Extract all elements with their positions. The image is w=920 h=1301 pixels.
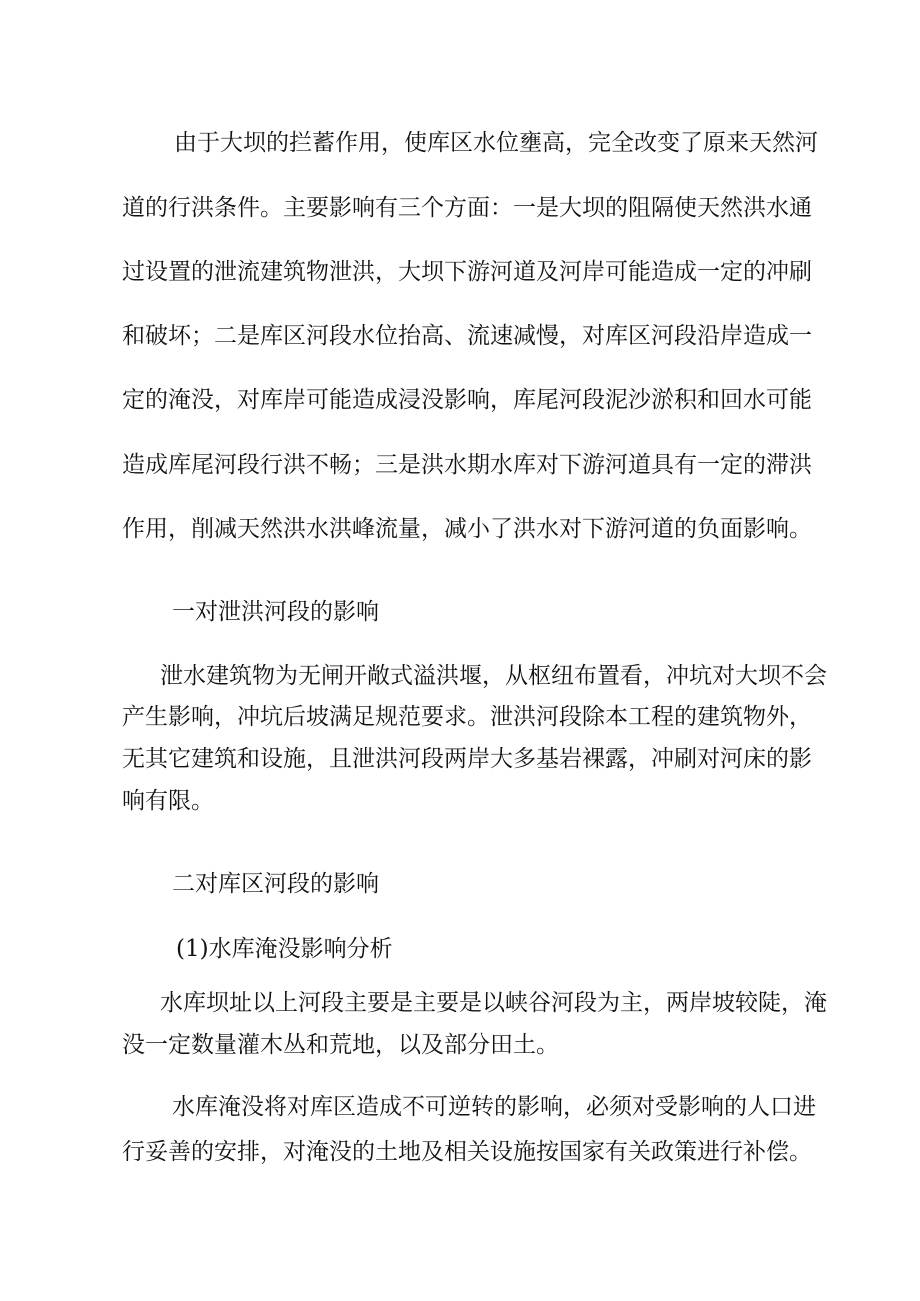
text-line: 和破坏；二是库区河段水位抬高、流速减慢，对库区河段沿岸造成一 (122, 323, 812, 349)
text-line: 造成库尾河段行洪不畅；三是洪水期水库对下游河道具有一定的滞洪 (122, 452, 812, 478)
text-line: 产生影响，冲坑后坡满足规范要求。泄洪河段除本工程的建筑物外， (122, 704, 812, 730)
text-line: 过设置的泄流建筑物泄洪，大坝下游河道及河岸可能造成一定的冲刷 (122, 259, 812, 285)
text-line: 没一定数量灌木丛和荒地，以及部分田土。 (122, 1032, 559, 1058)
section-heading-reservoir-reach: 二对库区河段的影响 (172, 871, 379, 897)
text-line: 定的淹没，对库岸可能造成浸没影响，库尾河段泥沙淤积和回水可能 (122, 387, 812, 413)
text-line: 道的行洪条件。主要影响有三个方面：一是大坝的阻隔使天然洪水通 (122, 195, 812, 221)
text-line: 水库淹没将对库区造成不可逆转的影响，必须对受影响的人口进 (172, 1094, 816, 1120)
subsection-heading-inundation: (1)水库淹没影响分析 (176, 936, 393, 962)
text-line: 作用，削减天然洪水洪峰流量，减小了洪水对下游河道的负面影响。 (122, 516, 812, 542)
text-line: 响有限。 (122, 788, 214, 814)
text-line: 水库坝址以上河段主要是主要是以峡谷河段为主，两岸坡较陡，淹 (160, 990, 827, 1016)
text-line: 泄水建筑物为无闸开敞式溢洪堰，从枢纽布置看，冲坑对大坝不会 (160, 663, 827, 689)
text-line: 由于大坝的拦蓄作用，使库区水位壅高，完全改变了原来天然河 (174, 130, 818, 156)
section-heading-spillway-reach: 一对泄洪河段的影响 (172, 599, 379, 625)
text-line: 无其它建筑和设施，且泄洪河段两岸大多基岩裸露，冲刷对河床的影 (122, 746, 812, 772)
text-line: 行妥善的安排，对淹没的土地及相关设施按国家有关政策进行补偿。 (122, 1139, 812, 1165)
